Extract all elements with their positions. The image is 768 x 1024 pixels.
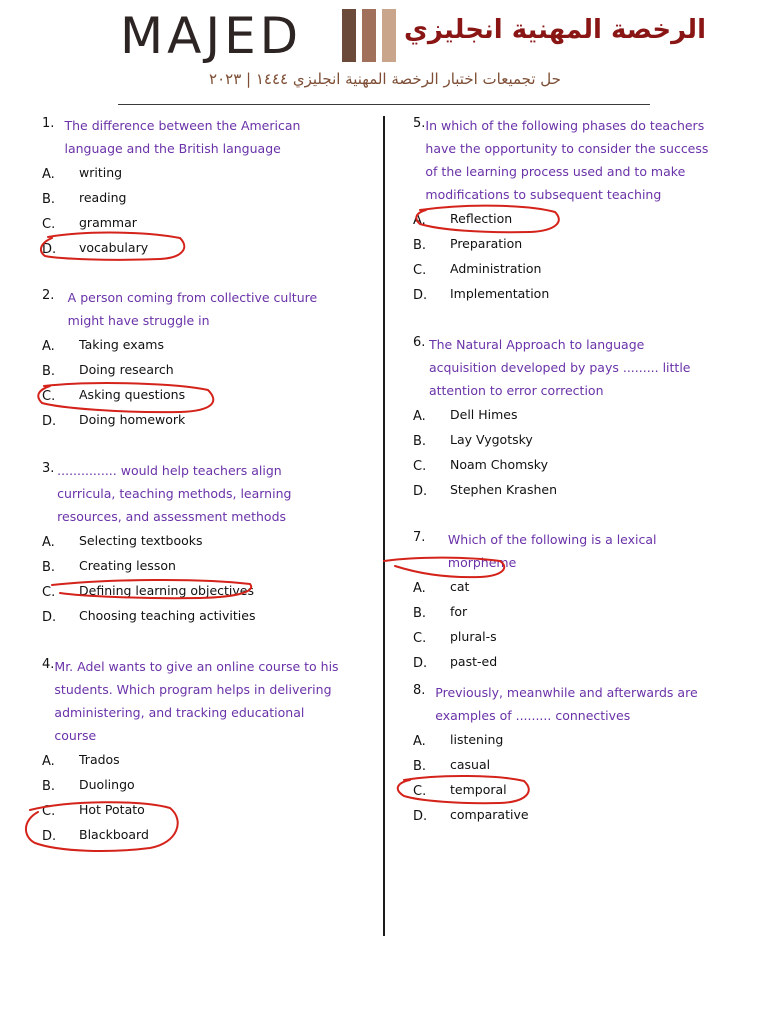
option-letter: B. — [42, 192, 56, 207]
option-letter: C. — [42, 585, 56, 600]
question-number: 4. — [42, 657, 55, 672]
option-text: temporal — [450, 782, 507, 797]
option-b[interactable] — [42, 357, 342, 382]
question-text: Mr. Adel wants to give an online course to his students. Which program helps in delivering administering, and tracking educational course — [54, 659, 339, 743]
option-letter: B. — [413, 238, 427, 253]
option-a[interactable] — [42, 160, 342, 185]
option-text: Blackboard — [79, 827, 149, 842]
option-b[interactable] — [413, 231, 713, 256]
option-text: casual — [450, 757, 491, 772]
option-text: Reflection — [450, 211, 513, 226]
option-text: Doing research — [79, 362, 174, 377]
option-c[interactable] — [413, 624, 713, 649]
option-letter: D. — [42, 414, 57, 429]
option-letter: B. — [42, 560, 56, 575]
option-d[interactable] — [413, 649, 713, 674]
logo-wordmark: MAJED — [120, 7, 303, 65]
logo-bars-icon — [342, 9, 396, 62]
option-text: Preparation — [450, 236, 523, 251]
option-d[interactable] — [413, 802, 713, 827]
option-d[interactable] — [413, 281, 713, 306]
question-6 — [413, 333, 713, 502]
question-text: Which of the following is a lexical morpheme — [447, 532, 657, 570]
option-b[interactable] — [42, 553, 342, 578]
option-letter: A. — [413, 581, 426, 596]
option-d[interactable] — [413, 477, 713, 502]
question-text: The difference between the American language and the British language — [64, 118, 301, 156]
question-number: 8. — [413, 683, 426, 698]
option-letter: B. — [413, 606, 427, 621]
question-number: 6. — [413, 335, 426, 350]
option-text: Taking exams — [79, 337, 164, 352]
option-letter: A. — [42, 754, 55, 769]
option-text: Dell Himes — [450, 407, 518, 422]
option-letter: C. — [413, 784, 427, 799]
option-letter: D. — [413, 809, 428, 824]
question-number: 7. — [413, 530, 426, 545]
option-letter: D. — [42, 242, 57, 257]
option-text: Asking questions — [79, 387, 186, 402]
option-a[interactable] — [413, 402, 713, 427]
option-text: Stephen Krashen — [450, 482, 558, 497]
option-letter: A. — [413, 213, 426, 228]
option-text: comparative — [450, 807, 529, 822]
option-c[interactable] — [413, 777, 713, 802]
option-letter: C. — [413, 263, 427, 278]
option-letter: D. — [42, 829, 57, 844]
option-b[interactable] — [42, 185, 342, 210]
option-letter: C. — [42, 804, 56, 819]
question-text: The Natural Approach to language acquisition developed by pays ......... little attention to error correction — [428, 337, 691, 398]
option-letter: A. — [42, 535, 55, 550]
option-a[interactable] — [42, 747, 342, 772]
page-subtitle: حل تجميعات اختبار الرخصة المهنية انجليزي ١٤٤٤ | ٢٠٢٣ — [209, 70, 561, 88]
option-letter: C. — [413, 631, 427, 646]
option-text: Creating lesson — [79, 558, 176, 573]
option-a[interactable] — [413, 206, 713, 231]
option-letter: A. — [42, 339, 55, 354]
option-c[interactable] — [42, 210, 342, 235]
question-text: A person coming from collective culture might have struggle in — [67, 290, 318, 328]
question-7 — [413, 528, 713, 674]
header-rule — [118, 104, 650, 105]
option-text: past-ed — [450, 654, 498, 669]
option-letter: A. — [413, 734, 426, 749]
option-letter: C. — [42, 389, 56, 404]
option-text: plural-s — [450, 629, 497, 644]
arabic-title: الرخصة المهنية انجليزي — [404, 15, 706, 45]
option-letter: C. — [42, 217, 56, 232]
question-text: ............... would help teachers align curricula, teaching methods, learning resources, and assessment methods — [57, 463, 292, 524]
option-letter: B. — [42, 779, 56, 794]
option-letter: C. — [413, 459, 427, 474]
option-text: for — [450, 604, 468, 619]
option-letter: A. — [413, 409, 426, 424]
question-number: 1. — [42, 116, 55, 131]
option-text: Administration — [450, 261, 542, 276]
column-divider — [383, 116, 385, 936]
option-letter: D. — [413, 484, 428, 499]
option-text: Noam Chomsky — [450, 457, 548, 472]
option-text: reading — [79, 190, 127, 205]
question-number: 3. — [42, 461, 55, 476]
question-5 — [413, 114, 713, 306]
option-text: Doing homework — [79, 412, 186, 427]
option-letter: B. — [413, 759, 427, 774]
option-letter: D. — [42, 610, 57, 625]
question-number: 2. — [42, 288, 55, 303]
question-number: 5. — [413, 116, 426, 131]
option-c[interactable] — [413, 452, 713, 477]
option-b[interactable] — [42, 772, 342, 797]
option-letter: A. — [42, 167, 55, 182]
option-text: Hot Potato — [79, 802, 145, 817]
question-text: In which of the following phases do teachers have the opportunity to consider the success of the learning process used and to make modifications to subsequent teaching — [425, 118, 709, 202]
option-a[interactable] — [42, 332, 342, 357]
option-a[interactable] — [413, 727, 713, 752]
option-text: Trados — [79, 752, 120, 767]
option-a[interactable] — [42, 528, 342, 553]
option-c[interactable] — [42, 382, 342, 407]
option-b[interactable] — [413, 599, 713, 624]
option-b[interactable] — [413, 427, 713, 452]
option-a[interactable] — [413, 574, 713, 599]
option-text: Choosing teaching activities — [79, 608, 256, 623]
option-letter: B. — [413, 434, 427, 449]
option-d[interactable] — [42, 603, 342, 628]
option-text: cat — [450, 579, 470, 594]
option-d[interactable] — [42, 822, 342, 847]
question-text: Previously, meanwhile and afterwards are examples of ......... connectives — [435, 685, 698, 723]
option-d[interactable] — [42, 407, 342, 432]
option-d[interactable] — [42, 235, 342, 260]
question-1 — [42, 114, 342, 260]
option-c[interactable] — [413, 256, 713, 281]
option-b[interactable] — [413, 752, 713, 777]
option-text: grammar — [79, 215, 137, 230]
question-2 — [42, 286, 342, 432]
option-text: Defining learning objectives — [79, 583, 254, 598]
option-text: writing — [79, 165, 123, 180]
option-letter: D. — [413, 656, 428, 671]
option-text: Selecting textbooks — [79, 533, 203, 548]
option-text: Implementation — [450, 286, 550, 301]
question-3 — [42, 459, 342, 628]
option-text: Lay Vygotsky — [450, 432, 533, 447]
question-4 — [42, 655, 342, 847]
option-c[interactable] — [42, 797, 342, 822]
option-letter: D. — [413, 288, 428, 303]
option-c[interactable] — [42, 578, 342, 603]
option-text: listening — [450, 732, 504, 747]
option-text: vocabulary — [79, 240, 149, 255]
question-8 — [413, 681, 713, 827]
option-letter: B. — [42, 364, 56, 379]
option-text: Duolingo — [79, 777, 135, 792]
